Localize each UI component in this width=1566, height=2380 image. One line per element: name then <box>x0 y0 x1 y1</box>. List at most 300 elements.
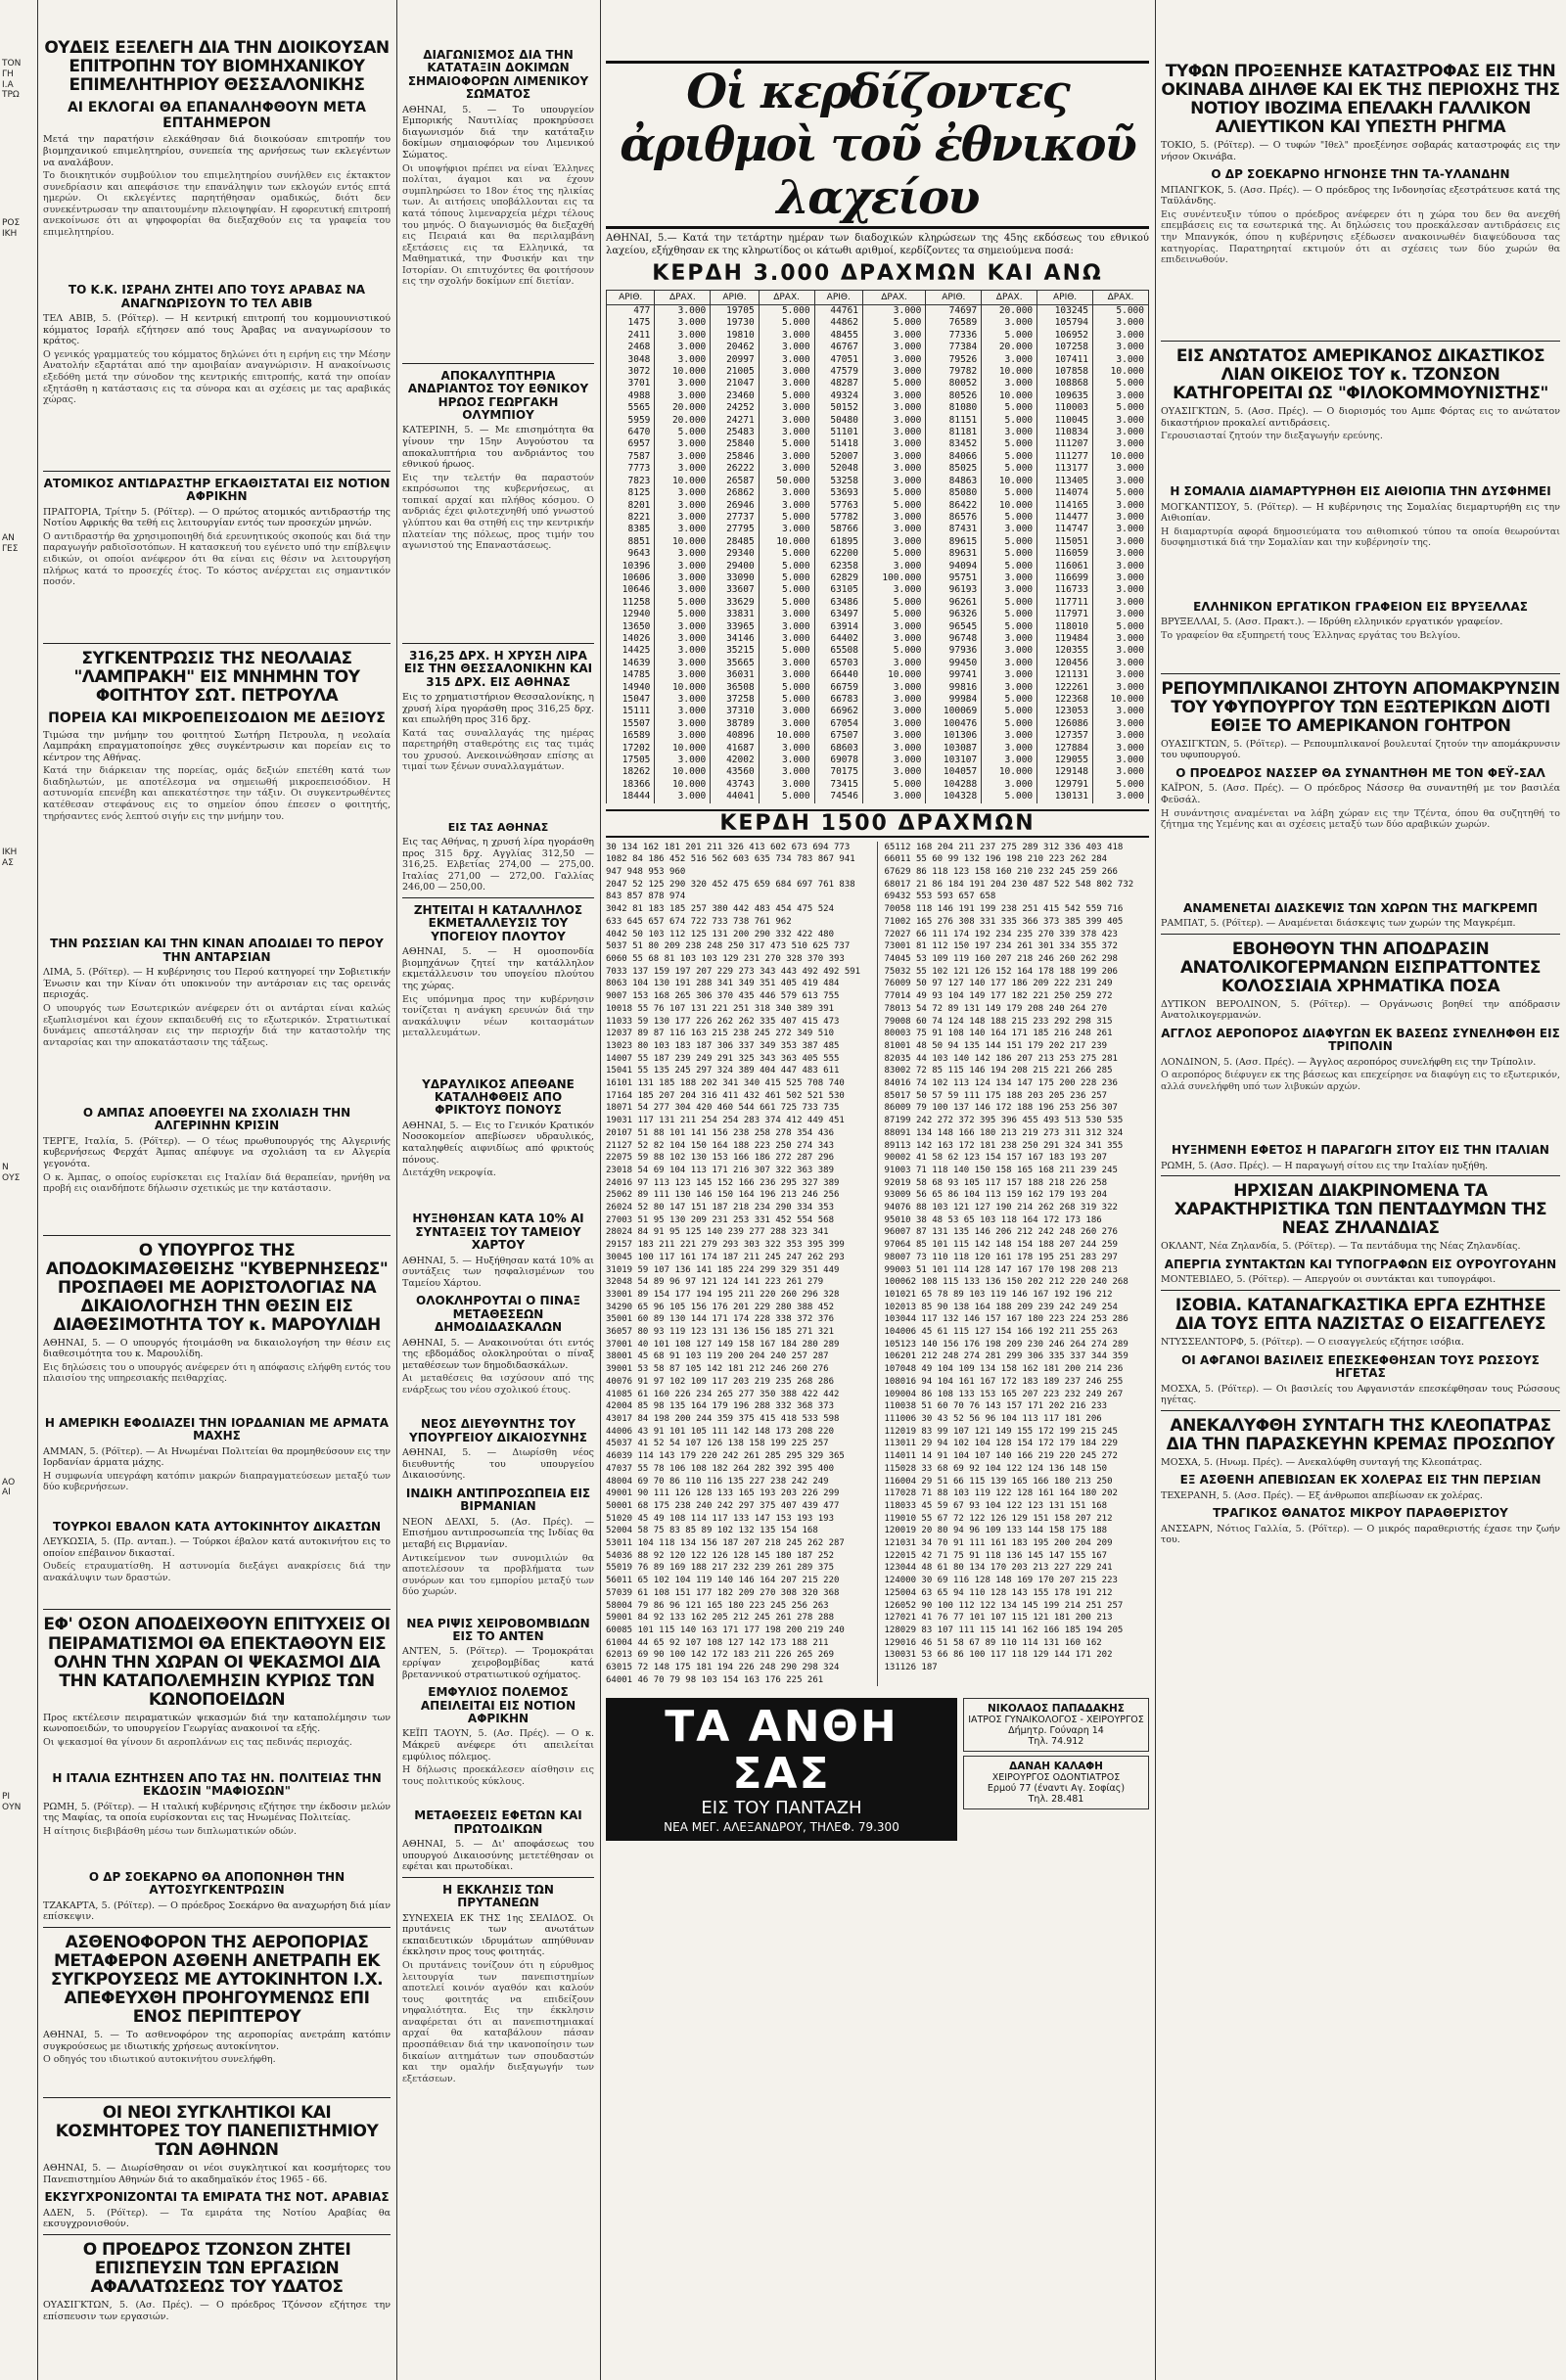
table-header: ΔΡΑΧ. <box>655 291 711 305</box>
list-item: 843 857 878 974 <box>606 892 686 902</box>
table-cell: 65703 <box>814 658 862 669</box>
table-cell: 3.000 <box>1093 633 1149 645</box>
article-text <box>402 163 594 359</box>
list-item: 7033 137 159 197 207 229 273 343 443 492 492 591 <box>606 966 861 977</box>
table-cell: 3.000 <box>1093 536 1149 548</box>
table-header: ΑΡΙΘ. <box>814 291 862 305</box>
table-cell: 7773 <box>607 463 655 475</box>
table-row <box>607 512 1149 524</box>
list-item: 15041 55 135 245 297 324 389 404 447 483 611 <box>606 1066 840 1076</box>
table-cell: 44041 <box>711 791 759 802</box>
article-body: ΜΟΣΧΑ, 5. (Ρόϊτερ). — Οι βασιλείς του Αφγανιστάν επεσκέφθησαν τους Ρώσσους ηγέτας. <box>1161 1383 1560 1406</box>
table-cell: 87431 <box>926 524 982 535</box>
list-item: 11033 59 130 177 226 262 262 335 407 415 473 <box>606 1016 840 1027</box>
article-text <box>43 170 391 278</box>
list-item: 51020 45 49 108 114 117 133 147 153 193 193 <box>606 1513 834 1524</box>
list-item: 90002 41 58 62 123 154 157 167 183 193 207 <box>884 1153 1108 1164</box>
table-cell: 77384 <box>926 342 982 353</box>
table-cell: 48455 <box>814 330 862 342</box>
table-cell: 3.000 <box>655 512 711 524</box>
table-cell: 20462 <box>711 342 759 353</box>
table-row <box>607 402 1149 414</box>
table-header: ΑΡΙΘ. <box>1037 291 1093 305</box>
article-body: ΑΘΗΝΑΙ, 5. — Εις το Γενικόν Κρατικόν Νοσοκομείον απεβίωσεν υδραυλικός, καταληφθείς αιφνιδίως από φρικτούς πόνους. <box>402 1120 594 1166</box>
list-item: 101021 65 78 89 103 119 146 167 192 196 212 <box>884 1289 1113 1300</box>
table-cell: 50480 <box>814 415 862 427</box>
headline: ΟΙ ΑΦΓΑΝΟΙ ΒΑΣΙΛΕΙΣ ΕΠΕΣΚΕΦΘΗΣΑΝ ΤΟΥΣ ΡΩΣΣΟΥΣ ΗΓΕΤΑΣ <box>1181 1352 1540 1381</box>
small-prizes-list <box>606 842 1149 1687</box>
list-item: 25062 89 111 130 146 150 164 196 213 246 256 <box>606 1190 840 1201</box>
table-cell: 17505 <box>607 755 655 766</box>
article-body: ΤΖΑΚΑΡΤΑ, 5. (Ρόϊτερ). — Ο πρόεδρος Σοεκάρνο θα αναχωρήση διά μίαν επίσκεψιν. <box>43 1899 391 1923</box>
table-cell: 13650 <box>607 621 655 633</box>
table-cell: 18366 <box>607 779 655 791</box>
table-cell: 3.000 <box>982 427 1037 438</box>
ad-line: ΤΑ ΑΝΘΗ ΣΑΣ <box>665 1702 898 1800</box>
table-cell: 3.000 <box>1093 718 1149 730</box>
article-body: ΜΠΑΝΓΚΟΚ, 5. (Ασσ. Πρές). — Ο πρόεδρος της Ινδονησίας εξεστράτευσε κατά της Ταϋλάνδης. <box>1161 184 1560 207</box>
headline: ΑΓΓΛΟΣ ΑΕΡΟΠΟΡΟΣ ΔΙΑΦΥΓΩΝ ΕΚ ΒΑΣΕΩΣ ΣΥΝΕΛΗΦΘΗ ΕΙΣ ΤΡΙΠΟΛΙΝ <box>1161 1026 1560 1054</box>
table-cell: 3.000 <box>759 718 814 730</box>
table-cell: 10.000 <box>1093 366 1149 378</box>
table-cell: 3.000 <box>655 694 711 706</box>
table-cell: 4988 <box>607 390 655 402</box>
fragment: Ι.Α <box>2 79 14 90</box>
table-cell: 3.000 <box>982 354 1037 366</box>
table-cell: 3.000 <box>655 305 711 318</box>
table-row <box>607 766 1149 778</box>
table-cell: 477 <box>607 305 655 318</box>
table-cell: 5.000 <box>759 548 814 560</box>
table-cell: 5.000 <box>759 317 814 329</box>
table-cell: 3.000 <box>862 415 925 427</box>
headline: ΕΙΣ ΑΝΩΤΑΤΟΣ ΑΜΕΡΙΚΑΝΟΣ ΔΙΚΑΣΤΙΚΟΣ ΛΙΑΝ ΟΙΚΕΙΟΣ ΤΟΥ κ. ΤΖΟΝΣΟΝ ΚΑΤΗΓΟΡΕΙΤΑΙ ΩΣ "ΦΙΛΟΚΟΜΜΟΥΝΙΣΤΗΣ" <box>1173 345 1548 403</box>
article-body: ΛΕΥΚΩΣΙΑ, 5. (Πρ. ανταπ.). — Τούρκοι έβαλον κατά αυτοκινήτου εις το οποίον επέβαινον δικασταί. <box>43 1536 391 1559</box>
list-item: 6060 55 68 81 103 103 129 231 270 328 370 393 <box>606 953 845 964</box>
table-cell: 63914 <box>814 621 862 633</box>
table-cell: 5.000 <box>759 390 814 402</box>
table-row <box>607 342 1149 353</box>
list-item: 2047 52 125 290 320 452 475 659 684 697 761 838 <box>606 879 855 890</box>
table-cell: 3.000 <box>1093 743 1149 755</box>
headline: ΑΝΕΚΑΛΥΦΘΗ ΣΥΝΤΑΓΗ ΤΗΣ ΚΛΕΟΠΑΤΡΑΣ ΔΙΑ ΤΗΝ ΠΑΡΑΣΚΕΥΗΝ ΚΡΕΜΑΣ ΠΡΟΣΩΠΟΥ <box>1166 1415 1555 1454</box>
table-cell: 3.000 <box>1093 330 1149 342</box>
headline: ΤΗΝ ΡΩΣΣΙΑΝ ΚΑΙ ΤΗΝ ΚΙΝΑΝ ΑΠΟΔΙΔΕΙ ΤΟ ΠΕΡΟΥ ΤΗΝ ΑΝΤΑΡΣΙΑΝ <box>50 937 384 964</box>
table-cell: 81080 <box>926 402 982 414</box>
big-prizes-title: ΚΕΡΔΗ 3.000 ΔΡΑΧΜΩΝ ΚΑΙ ΑΝΩ <box>652 261 1103 286</box>
table-cell: 3.000 <box>655 390 711 402</box>
table-cell: 3.000 <box>862 402 925 414</box>
list-item: 120019 20 80 94 96 109 133 144 158 175 188 <box>884 1526 1108 1536</box>
table-row <box>607 621 1149 633</box>
table-cell: 3.000 <box>982 317 1037 329</box>
table-cell: 3.000 <box>862 743 925 755</box>
table-cell: 103245 <box>1037 305 1093 318</box>
table-cell: 17202 <box>607 743 655 755</box>
table-cell: 40896 <box>711 730 759 742</box>
table-cell: 26222 <box>711 463 759 475</box>
headline: ΕΦ' ΟΣΟΝ ΑΠΟΔΕΙΧΘΟΥΝ ΕΠΙΤΥΧΕΙΣ ΟΙ ΠΕΙΡΑΜΑΤΙΣΜΟΙ ΘΑ ΕΠΕΚΤΑΘΟΥΝ ΕΙΣ ΟΛΗΝ ΤΗΝ ΧΩΡΑΝ ΟΙ ΨΕΚΑΣΜΟΙ ΔΙΑ ΤΗΝ ΚΑΤΑΠΟΛΕΜΗΣΙΝ ΚΥΡΙΩΣ ΤΩΝ ΚΩΝΟΠΟΕΙΔΩΝ <box>43 1615 391 1710</box>
table-cell: 14639 <box>607 658 655 669</box>
table-cell: 3.000 <box>759 633 814 645</box>
table-cell: 5.000 <box>982 694 1037 706</box>
table-cell: 18444 <box>607 791 655 802</box>
list-item: 87199 242 272 372 395 396 455 493 513 530 535 <box>884 1116 1124 1126</box>
article-body: ΑΘΗΝΑΙ, 5. — Ο υπουργός ήτοιμάσθη να δικαιολογήση την θέσιν εις διαθεσιμότητα του κ. Μαρουλίδη. <box>43 1337 391 1360</box>
table-cell: 10.000 <box>1093 451 1149 463</box>
table-cell: 3.000 <box>1093 561 1149 572</box>
table-cell: 130131 <box>1037 791 1093 802</box>
table-cell: 3.000 <box>759 342 814 353</box>
table-cell: 3.000 <box>759 354 814 366</box>
table-row <box>607 645 1149 657</box>
table-cell: 14940 <box>607 682 655 694</box>
table-cell: 5.000 <box>1093 487 1149 499</box>
table-cell: 3.000 <box>982 682 1037 694</box>
list-item: 110038 51 60 70 76 143 157 171 202 216 233 <box>884 1401 1108 1412</box>
table-cell: 2411 <box>607 330 655 342</box>
list-item: 107048 49 104 109 134 158 162 181 200 214 236 <box>884 1364 1124 1375</box>
table-cell: 18262 <box>607 766 655 778</box>
list-item: 52004 58 75 83 85 89 102 132 135 154 168 <box>606 1526 818 1536</box>
table-cell: 114477 <box>1037 512 1093 524</box>
table-cell: 3.000 <box>759 427 814 438</box>
table-cell: 123053 <box>1037 706 1093 717</box>
table-cell: 33607 <box>711 584 759 596</box>
table-cell: 104288 <box>926 779 982 791</box>
table-cell: 8385 <box>607 524 655 535</box>
table-cell: 117711 <box>1037 597 1093 609</box>
table-cell: 10.000 <box>655 536 711 548</box>
article-text <box>402 1167 594 1207</box>
table-row <box>607 548 1149 560</box>
table-cell: 3701 <box>607 378 655 389</box>
article-body: ΑΜΜΑΝ, 5. (Ρόϊτερ). — Αι Ηνωμέναι Πολιτείαι θα προμηθεύσουν εις την Ιορδανίαν άρματα μάχης. <box>43 1445 391 1469</box>
list-item: 105123 140 156 176 198 209 230 246 264 274 289 <box>884 1339 1128 1350</box>
list-item: 94076 88 103 121 127 190 214 262 268 319 322 <box>884 1203 1118 1213</box>
list-item: 80003 75 91 108 140 164 171 185 216 248 261 <box>884 1029 1113 1039</box>
table-header: ΑΡΙΘ. <box>926 291 982 305</box>
table-row <box>607 694 1149 706</box>
table-cell: 3.000 <box>655 572 711 584</box>
table-cell: 103087 <box>926 743 982 755</box>
table-cell: 3048 <box>607 354 655 366</box>
table-cell: 3.000 <box>655 730 711 742</box>
table-cell: 5.000 <box>982 463 1037 475</box>
table-cell: 3.000 <box>759 487 814 499</box>
subheadline: ΠΟΡΕΙΑ ΚΑΙ ΜΙΚΡΟΕΠΕΙΣΟΔΙΟΝ ΜΕ ΔΕΞΙΟΥΣ <box>48 709 386 726</box>
news-column-4 <box>1155 0 1566 2380</box>
table-cell: 62358 <box>814 561 862 572</box>
table-cell: 5.000 <box>759 438 814 450</box>
headline: ΗΥΞΗΘΗΣΑΝ ΚΑΤΑ 10% ΑΙ ΣΥΝΤΑΞΕΙΣ ΤΟΥ ΤΑΜΕΙΟΥ ΧΑΡΤΟΥ <box>412 1212 584 1253</box>
list-item: 84016 74 102 113 124 134 147 175 200 228 236 <box>884 1078 1118 1089</box>
article-body: ΑΘΗΝΑΙ, 5. — Διωρίσθη νέος διευθυντής του υπουργείου Δικαιοσύνης. <box>402 1447 594 1482</box>
table-cell: 5.000 <box>1093 779 1149 791</box>
table-cell: 5.000 <box>759 572 814 584</box>
list-item: 93009 56 65 86 104 113 159 162 179 193 204 <box>884 1190 1108 1201</box>
table-cell: 5.000 <box>982 548 1037 560</box>
table-row <box>607 354 1149 366</box>
table-cell: 96261 <box>926 597 982 609</box>
table-cell: 3.000 <box>862 512 925 524</box>
table-cell: 10646 <box>607 584 655 596</box>
table-cell: 10.000 <box>655 682 711 694</box>
list-item: 72027 66 111 174 192 234 235 270 339 378 423 <box>884 929 1118 939</box>
table-cell: 5.000 <box>862 378 925 389</box>
table-cell: 127884 <box>1037 743 1093 755</box>
headline: ΗΡΧΙΣΑΝ ΔΙΑΚΡΙΝΟΜΕΝΑ ΤΑ ΧΑΡΑΚΤΗΡΙΣΤΙΚΑ ΤΩΝ ΠΕΝΤΑΔΥΜΩΝ ΤΗΣ ΝΕΑΣ ΖΗΛΑΝΔΙΑΣ <box>1174 1181 1547 1239</box>
table-cell: 5.000 <box>862 779 925 791</box>
list-item: 116004 29 51 66 115 139 165 166 180 213 250 <box>884 1476 1113 1487</box>
article-body: ΒΡΥΞΕΛΛΑΙ, 5. (Ασσ. Πρακτ.). — Ιδρύθη ελληνικόν εργατικόν γραφείον. <box>1161 617 1503 628</box>
list-item: 54036 88 92 120 122 126 128 145 180 187 252 <box>606 1550 834 1561</box>
article-body: ΤΕΧΕΡΑΝΗ, 5. (Ασσ. Πρές). — Εξ άνθρωποι απεβίωσαν εκ χολέρας. <box>1161 1489 1483 1501</box>
article-body: ΟΚΛΑΝΤ, Νέα Ζηλανδία, 5. (Ρόϊτερ). — Τα πεντάδυμα της Νέας Ζηλανδίας. <box>1161 1241 1521 1253</box>
list-item: 48004 69 70 86 110 116 135 227 238 242 249 <box>606 1476 829 1487</box>
table-row <box>607 378 1149 389</box>
headline: ΤΡΑΓΙΚΟΣ ΘΑΝΑΤΟΣ ΜΙΚΡΟΥ ΠΑΡΑΘΕΡΙΣΤΟΥ <box>1213 1506 1508 1521</box>
table-cell: 36031 <box>711 669 759 681</box>
table-cell: 26946 <box>711 500 759 512</box>
fragment: Ν <box>2 1162 9 1172</box>
list-item: 17164 185 207 204 316 411 432 461 502 521 530 <box>606 1090 845 1101</box>
list-item: 3042 81 183 185 257 380 442 483 454 475 524 <box>606 904 834 915</box>
table-cell: 73415 <box>814 779 862 791</box>
table-cell: 10.000 <box>655 779 711 791</box>
table-cell: 3.000 <box>759 463 814 475</box>
table-cell: 74697 <box>926 305 982 318</box>
table-cell: 108868 <box>1037 378 1093 389</box>
table-cell: 3.000 <box>655 317 711 329</box>
table-cell: 116733 <box>1037 584 1093 596</box>
article-text <box>43 1003 391 1101</box>
list-item: 63015 72 148 175 181 194 226 248 290 298 324 <box>606 1663 840 1673</box>
headline: Ο ΔΡ ΣΟΕΚΑΡΝΟ ΘΑ ΑΠΟΠΟΝΗΘΗ ΤΗΝ ΑΥΤΟΣΥΓΚΕΝΤΡΩΣΙΝ <box>88 1869 345 1898</box>
list-item: 30045 100 117 161 174 187 211 245 247 262 293 <box>606 1252 845 1262</box>
table-cell: 3.000 <box>759 451 814 463</box>
table-cell: 3.000 <box>655 561 711 572</box>
article-body: ΟΥΑΣΙΓΚΤΩΝ, 5. (Ασσ. Πρές). — Ο διορισμός του Αμπε Φόρτας εις το ανώτατον δικαστήριον προκαλεί αντιδράσεις. <box>1161 405 1560 429</box>
article-body: Προς εκτέλεσιν πειραματικών ψεκασμών διά την καταπολέμησιν των κωνοποειδών, το υπουργείον Γεωργίας ανακοινοί τα εξής. <box>43 1712 391 1735</box>
table-row <box>607 330 1149 342</box>
table-cell: 3.000 <box>862 438 925 450</box>
table-cell: 107858 <box>1037 366 1093 378</box>
table-cell: 14026 <box>607 633 655 645</box>
table-cell: 2468 <box>607 342 655 353</box>
headline: ΕΜΦΥΛΙΟΣ ΠΟΛΕΜΟΣ ΑΠΕΙΛΕΙΤΑΙ ΕΙΣ ΝΟΤΙΟΝ ΑΦΡΙΚΗΝ <box>420 1685 576 1725</box>
article-body: Εις το χρηματιστήριον Θεσσαλονίκης, η χρυσή λίρα ηγοράσθη προς 316,25 δρχ. και επωλήθη προς 316 δρχ. <box>402 692 594 726</box>
table-cell: 3.000 <box>1093 791 1149 802</box>
table-cell: 5.000 <box>862 645 925 657</box>
article-body: ΛΙΜΑ, 5. (Ρόϊτερ). — Η κυβέρνησις του Περού κατηγορεί την Σοβιετικήν Ένωσιν και την Κίναν ότι υποκινούν την αντάρσιαν εις τας ορεινάς περιοχάς. <box>43 967 391 1001</box>
table-cell: 3.000 <box>982 633 1037 645</box>
table-cell: 81151 <box>926 415 982 427</box>
article-text <box>43 1172 391 1231</box>
table-cell: 3.000 <box>655 755 711 766</box>
table-cell: 86422 <box>926 500 982 512</box>
fragment: ΟΥΝ <box>2 1802 22 1812</box>
table-cell: 50152 <box>814 402 862 414</box>
table-cell: 3.000 <box>862 463 925 475</box>
table-row <box>607 584 1149 596</box>
headline: Ο ΥΠΟΥΡΓΟΣ ΤΗΣ ΑΠΟΔΟΚΙΜΑΣΘΕΙΣΗΣ "ΚΥΒΕΡΝΗΣΕΩΣ" ΠΡΟΣΠΑΘΕΙ ΜΕ ΑΟΡΙΣΤΟΛΟΓΙΑΣ ΝΑ ΔΙΚΑΙΟΛΟΓΗΣΗ ΤΗΝ ΘΕΣΙΝ ΕΙΣ ΔΙΑΘΕΣΙΜΟΤΗΤΑ ΤΟΥ κ. ΜΑΡΟΥΛΙΔΗ <box>45 1240 389 1335</box>
headline: 316,25 ΔΡΧ. Η ΧΡΥΣΗ ΛΙΡΑ ΕΙΣ ΤΗΝ ΘΕΣΣΑΛΟΝΙΚΗΝ ΚΑΙ 315 ΔΡΧ. ΕΙΣ ΑΘΗΝΑΣ <box>403 648 593 689</box>
news-column-2 <box>396 0 600 2380</box>
table-cell: 84066 <box>926 451 982 463</box>
table-cell: 19810 <box>711 330 759 342</box>
table-cell: 84863 <box>926 476 982 487</box>
table-cell: 3.000 <box>655 378 711 389</box>
table-cell: 111207 <box>1037 438 1093 450</box>
list-item: 75032 55 102 121 126 152 164 178 188 199 206 <box>884 966 1118 977</box>
table-cell: 3.000 <box>759 755 814 766</box>
table-cell: 19730 <box>711 317 759 329</box>
headline: ΑΣΘΕΝΟΦΟΡΟΝ ΤΗΣ ΑΕΡΟΠΟΡΙΑΣ ΜΕΤΑΦΕΡΟΝ ΑΣΘΕΝΗ ΑΝΕΤΡΑΠΗ ΕΚ ΣΥΓΚΡΟΥΣΕΩΣ ΜΕ ΑΥΤΟΚΙΝΗΤΟΝ Ι.Χ. ΑΠΕΦΕΥΧΘΗ ΠΡΟΗΓΟΥΜΕΝΩΣ ΕΠΙ ΕΝΟΣ ΠΕΡΙΠΤΕΡΟΥ <box>50 1932 384 2027</box>
table-cell: 20.000 <box>655 415 711 427</box>
table-cell: 3.000 <box>1093 476 1149 487</box>
article-text <box>1161 808 1560 896</box>
list-item: 78013 54 72 89 131 149 179 208 240 264 270 <box>884 1003 1108 1014</box>
table-cell: 94094 <box>926 561 982 572</box>
table-cell: 65508 <box>814 645 862 657</box>
table-cell: 25483 <box>711 427 759 438</box>
headline: ΗΥΞΗΜΕΝΗ ΕΦΕΤΟΣ Η ΠΑΡΑΓΩΓΗ ΣΙΤΟΥ ΕΙΣ ΤΗΝ ΙΤΑΛΙΑΝ <box>1172 1143 1549 1158</box>
list-item: 103044 117 132 146 157 167 180 223 224 253 286 <box>884 1314 1128 1325</box>
table-cell: 10.000 <box>982 366 1037 378</box>
headline: ΤΟ Κ.Κ. ΙΣΡΑΗΛ ΖΗΤΕΙ ΑΠΟ ΤΟΥΣ ΑΡΑΒΑΣ ΝΑ ΑΝΑΓΝΩΡΙΣΟΥΝ ΤΟ ΤΕΛ ΑΒΙΒ <box>68 283 366 310</box>
table-cell: 85025 <box>926 463 982 475</box>
headline: Η ΕΚΚΛΗΣΙΣ ΤΩΝ ΠΡΥΤΑΝΕΩΝ <box>442 1882 554 1910</box>
table-cell: 86576 <box>926 512 982 524</box>
table-cell: 38789 <box>711 718 759 730</box>
list-item: 119010 55 67 72 122 126 129 151 158 207 212 <box>884 1513 1113 1524</box>
doctor-phone: Τηλ. 74.912 <box>1028 1736 1084 1748</box>
table-cell: 3.000 <box>982 755 1037 766</box>
table-cell: 100069 <box>926 706 982 717</box>
table-cell: 3.000 <box>862 330 925 342</box>
table-cell: 5.000 <box>655 597 711 609</box>
article-body: Εις τας Αθήνας, η χρυσή λίρα ηγοράσθη προς 315 δρχ. Αγγλίας 312,50 — 316,25. Ελβετίας 274,00 — 275,00. Ιταλίας 271,00 — 272,00. Γαλλίας 246,00 — 250,00. <box>402 837 594 893</box>
article-body: ΡΩΜΗ, 5. (Ρόϊτερ). — Η ιταλική κυβέρνησις εζήτησε την έκδοσιν μελών της Μαφίας, τα οποία ευρίσκονται εις τας Ηνωμένας Πολιτείας. <box>43 1801 391 1824</box>
table-cell: 3.000 <box>862 366 925 378</box>
table-row <box>607 572 1149 584</box>
table-cell: 3.000 <box>759 706 814 717</box>
headline: ΕΙΣ ΤΑΣ ΑΘΗΝΑΣ <box>447 820 549 834</box>
table-cell: 96545 <box>926 621 982 633</box>
headline: Ο ΑΜΠΑΣ ΑΠΟΘΕΥΓΕΙ ΝΑ ΣΧΟΛΙΑΣΗ ΤΗΝ ΑΛΓΕΡΙΝΗΝ ΚΡΙΣΙΝ <box>82 1105 351 1133</box>
table-cell: 10.000 <box>982 390 1037 402</box>
list-item: 76009 50 97 127 140 177 186 209 222 231 249 <box>884 979 1113 989</box>
table-row <box>607 682 1149 694</box>
list-item: 81001 48 50 94 135 144 151 179 202 217 239 <box>884 1040 1108 1051</box>
table-cell: 48287 <box>814 378 862 389</box>
fragment: ΑΣ <box>2 858 14 869</box>
flower-shop-ad <box>606 1698 957 1841</box>
table-cell: 5.000 <box>862 609 925 620</box>
article-text <box>1161 630 1560 669</box>
table-cell: 3.000 <box>655 706 711 717</box>
table-cell: 3.000 <box>862 718 925 730</box>
article-body: ΑΘΗΝΑΙ, 5. — Το ασθενοφόρον της αεροπορίας ανετράπη κατόπιν συγκρούσεως με ιδιωτικής χρήσεως αυτοκίνητον. <box>43 2030 391 2052</box>
headline: ΑΠΕΡΓΙΑ ΣΥΝΤΑΚΤΩΝ ΚΑΙ ΤΥΠΟΓΡΑΦΩΝ ΕΙΣ ΟΥΡΟΥΓΟΥΑΗΝ <box>1164 1257 1557 1271</box>
headline: ΝΕΟΣ ΔΙΕΥΘΥΝΤΗΣ ΤΟΥ ΥΠΟΥΡΓΕΙΟΥ ΔΙΚΑΙΟΣΥΝΗΣ <box>409 1417 587 1444</box>
table-cell: 3.000 <box>1093 512 1149 524</box>
fragment: ΑΙ <box>2 1488 11 1498</box>
table-cell: 21005 <box>711 366 759 378</box>
article-text <box>402 994 594 1073</box>
table-cell: 3.000 <box>1093 500 1149 512</box>
table-cell: 77336 <box>926 330 982 342</box>
fragment: ΤΡΩ <box>2 90 20 101</box>
table-cell: 3.000 <box>655 669 711 681</box>
list-item: 16101 131 185 188 202 341 340 415 525 708 740 <box>606 1078 845 1089</box>
table-cell: 3.000 <box>1093 572 1149 584</box>
table-cell: 110834 <box>1037 427 1093 438</box>
table-cell: 57782 <box>814 512 862 524</box>
table-cell: 80526 <box>926 390 982 402</box>
article-body: ΑΘΗΝΑΙ, 5. — Το υπουργείον Εμπορικής Ναυτιλίας προκηρύσσει διαγωνισμόν διά την κατάταξιν δοκίμων σημαιοφόρων του Λιμενικού Σώματος. <box>402 104 594 161</box>
table-cell: 126086 <box>1037 718 1093 730</box>
table-cell: 35215 <box>711 645 759 657</box>
table-cell: 5.000 <box>982 402 1037 414</box>
list-item: 109004 86 108 133 153 165 207 223 232 249 267 <box>884 1389 1124 1399</box>
headline: Η ΑΜΕΡΙΚΗ ΕΦΟΔΙΑΖΕΙ ΤΗΝ ΙΟΡΔΑΝΙΑΝ ΜΕ ΑΡΜΑΤΑ ΜΑΧΗΣ <box>44 1415 390 1443</box>
headline: ΙΝΔΙΚΗ ΑΝΤΙΠΡΟΣΩΠΕΙΑ ΕΙΣ ΒΙΡΜΑΝΙΑΝ <box>405 1486 591 1514</box>
list-item: 4042 50 103 112 125 131 200 290 332 422 480 <box>606 929 834 939</box>
table-cell: 3.000 <box>655 354 711 366</box>
table-cell: 5.000 <box>982 706 1037 717</box>
list-item: 13023 80 103 183 187 306 337 349 353 387 485 <box>606 1040 840 1051</box>
table-cell: 122368 <box>1037 694 1093 706</box>
table-cell: 3.000 <box>759 621 814 633</box>
table-cell: 5.000 <box>759 512 814 524</box>
table-cell: 34146 <box>711 633 759 645</box>
list-item: 42004 85 98 135 164 179 196 288 332 368 373 <box>606 1401 834 1412</box>
table-cell: 99984 <box>926 694 982 706</box>
table-cell: 33831 <box>711 609 759 620</box>
table-cell: 5.000 <box>982 512 1037 524</box>
table-cell: 3.000 <box>1093 342 1149 353</box>
list-item: 41085 61 160 226 234 265 277 350 388 422 442 <box>606 1389 840 1399</box>
table-cell: 66759 <box>814 682 862 694</box>
table-cell: 67507 <box>814 730 862 742</box>
list-item: 128029 83 107 111 115 141 162 166 185 194 205 <box>884 1625 1124 1635</box>
table-cell: 28485 <box>711 536 759 548</box>
headline: ΔΙΑΓΩΝΙΣΜΟΣ ΔΙΑ ΤΗΝ ΚΑΤΑΤΑΞΙΝ ΔΟΚΙΜΩΝ ΣΗΜΑΙΟΦΟΡΩΝ ΛΙΜΕΝΙΚΟΥ ΣΩΜΑΤΟΣ <box>407 48 589 102</box>
table-cell: 3.000 <box>759 330 814 342</box>
table-cell: 20997 <box>711 354 759 366</box>
list-item: 95010 38 48 53 65 103 118 164 172 173 186 <box>884 1214 1102 1225</box>
fragment: ΡΟΣ <box>2 218 21 229</box>
big-prizes-table <box>606 290 1149 803</box>
table-cell: 3.000 <box>655 584 711 596</box>
table-cell: 3.000 <box>1093 645 1149 657</box>
article-body: Τιμώσα την μνήμην του φοιτητού Σωτήρη Πετρουλα, η νεολαία Λαμπράκη επραγματοποίησε χθες συγκέντρωσιν και πορείαν εις το κέντρον της Αθήνας. <box>43 729 391 763</box>
table-cell: 33965 <box>711 621 759 633</box>
table-cell: 5.000 <box>982 330 1037 342</box>
table-cell: 53258 <box>814 476 862 487</box>
table-cell: 5.000 <box>982 536 1037 548</box>
table-cell: 3.000 <box>862 561 925 572</box>
article-text <box>43 1561 391 1605</box>
table-cell: 3.000 <box>982 572 1037 584</box>
news-column-1 <box>37 0 396 2380</box>
table-row <box>607 305 1149 318</box>
article-body: ΜΟΓΚΑΝΤΙΣΟΥ, 5. (Ρόϊτερ). — Η κυβέρνησις της Σομαλίας διεμαρτυρήθη εις την Αιθιοπίαν. <box>1161 501 1560 525</box>
table-cell: 66783 <box>814 694 862 706</box>
table-row <box>607 755 1149 766</box>
